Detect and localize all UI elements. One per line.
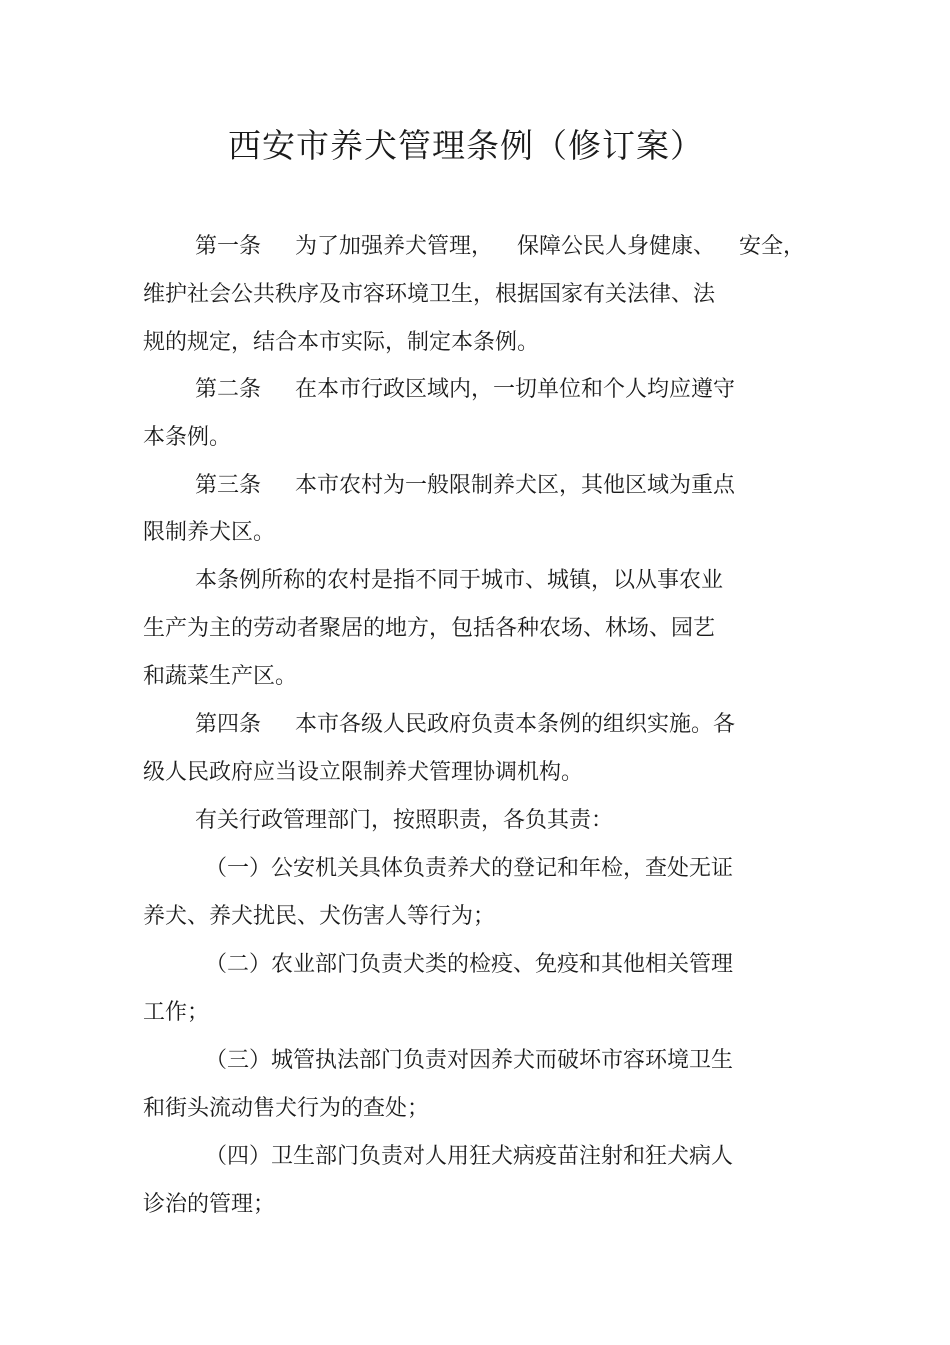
paragraph-line — [195, 471, 735, 501]
article-number: 第二条 — [195, 377, 262, 402]
list-item-line: （一）公安机关具体负责养犬的登记和年检，查处无证 — [205, 856, 734, 881]
paragraph-line: 生产为主的劳动者聚居的地方，包括各种农场、林场、园艺 — [143, 616, 716, 641]
paragraph-line: 本条例所称的农村是指不同于城市、城镇，以从事农业 — [195, 568, 724, 593]
paragraph-line: 级人民政府应当设立限制养犬管理协调机构。 — [143, 760, 584, 785]
article-number: 第四条 — [195, 712, 262, 737]
article-number: 第三条 — [195, 473, 262, 498]
article-text: 保障公民人身健康、 — [517, 234, 716, 259]
paragraph-line: 诊治的管理； — [143, 1192, 276, 1217]
article-text: 本市农村为一般限制养犬区，其他区域为重点 — [295, 473, 736, 498]
article-text: 安全， — [739, 234, 806, 259]
paragraph-line: 和蔬菜生产区。 — [143, 664, 298, 689]
article-text: 本市各级人民政府负责本条例的组织实施。各 — [295, 712, 736, 737]
paragraph-line — [195, 232, 805, 262]
paragraph-line: 限制养犬区。 — [143, 520, 276, 545]
paragraph-line — [195, 375, 735, 405]
paragraph-line — [195, 710, 735, 740]
paragraph-line: 规的规定，结合本市实际，制定本条例。 — [143, 330, 540, 355]
paragraph-line: 本条例。 — [143, 425, 232, 450]
article-number: 第一条 — [195, 234, 262, 259]
paragraph-line: 养犬、养犬扰民、犬伤害人等行为； — [143, 904, 496, 929]
paragraph-line: 和街头流动售犬行为的查处； — [143, 1096, 430, 1121]
list-item-line: （二）农业部门负责犬类的检疫、免疫和其他相关管理 — [205, 952, 734, 977]
list-item-line: （三）城管执法部门负责对因养犬而破坏市容环境卫生 — [205, 1048, 734, 1073]
article-text: 为了加强养犬管理， — [295, 234, 494, 259]
document-title: 西安市养犬管理条例（修订案） — [228, 126, 704, 165]
paragraph-line: 有关行政管理部门，按照职责，各负其责： — [195, 808, 614, 833]
article-text: 在本市行政区域内，一切单位和个人均应遵守 — [295, 377, 736, 402]
list-item-line: （四）卫生部门负责对人用狂犬病疫苗注射和狂犬病人 — [205, 1144, 734, 1169]
paragraph-line: 工作； — [143, 1000, 210, 1025]
paragraph-line: 维护社会公共秩序及市容环境卫生，根据国家有关法律、法 — [143, 282, 716, 307]
